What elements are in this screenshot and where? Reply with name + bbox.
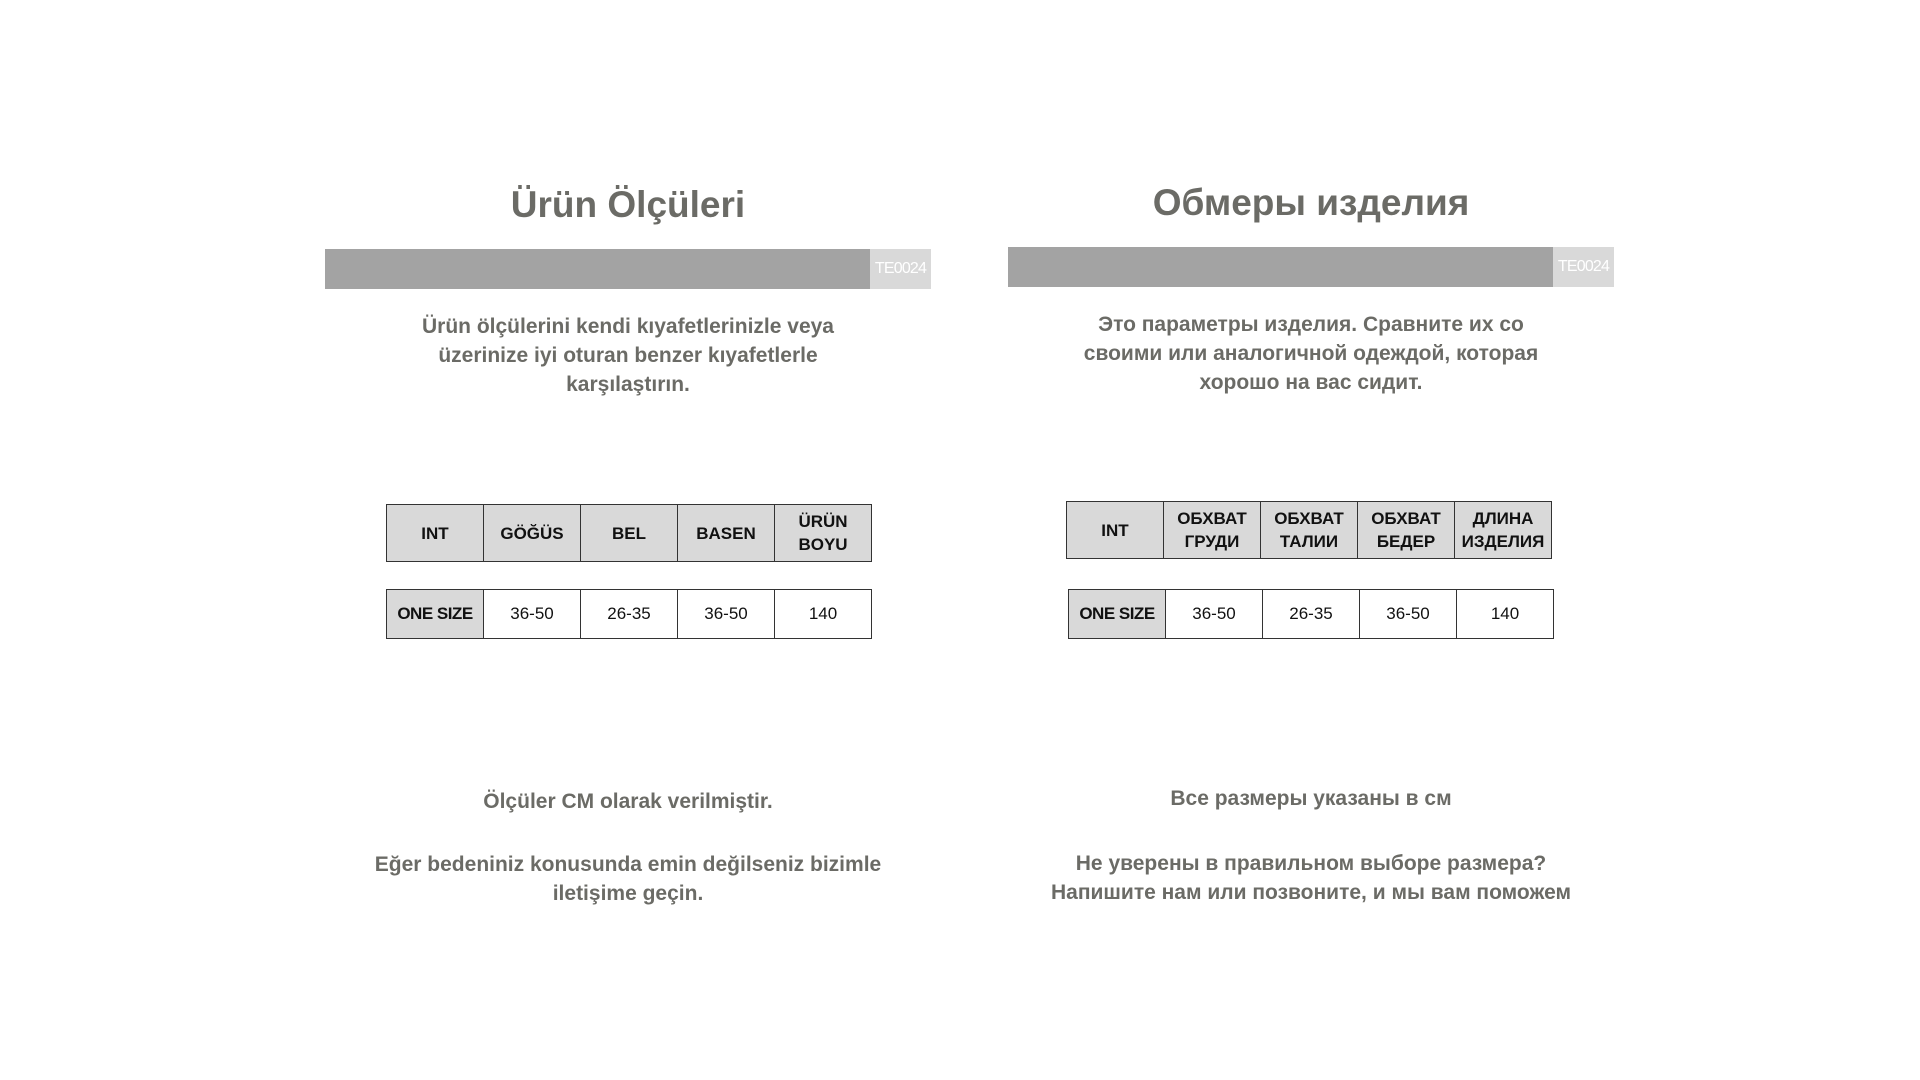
header-cell-length: ДЛИНА ИЗДЕЛИЯ [1455, 502, 1552, 559]
size-table-header [386, 504, 872, 562]
header-cell-length: ÜRÜN BOYU [775, 505, 872, 562]
contact-note: Eğer bedeniniz konusunda emin değilseniz bizimle iletişime geçin. [374, 853, 882, 905]
intro-text: Ürün ölçülerini kendi kıyafetlerinizle veya üzerinize iyi oturan benzer kıyafetlerle karşılaştırın. [422, 315, 834, 396]
product-code: TE0024 [870, 249, 931, 289]
contact-note-line2: Напишите нам или позвоните, и мы вам поможем [1050, 881, 1572, 904]
size-cell-chest: 36-50 [1166, 590, 1263, 639]
size-panel-russian [1008, 0, 1614, 1080]
header-cell-waist: BEL [581, 505, 678, 562]
page-title: Ürün Ölçüleri [510, 184, 746, 225]
table-header-row [1067, 502, 1552, 559]
size-cell-waist: 26-35 [581, 590, 678, 639]
table-row [1069, 590, 1554, 639]
size-cell-int: ONE SIZE [1069, 590, 1166, 639]
table-row [387, 590, 872, 639]
size-cell-waist: 26-35 [1263, 590, 1360, 639]
size-cell-hips: 36-50 [1360, 590, 1457, 639]
size-cell-chest: 36-50 [484, 590, 581, 639]
header-cell-int: INT [387, 505, 484, 562]
header-cell-hips: BASEN [678, 505, 775, 562]
size-cell-hips: 36-50 [678, 590, 775, 639]
units-note: Все размеры указаны в см [1170, 787, 1452, 810]
header-cell-chest: ОБХВАТ ГРУДИ [1164, 502, 1261, 559]
intro-text: Это параметры изделия. Сравните их со своими или аналогичной одеждой, которая хорошо на вас сидит. [1083, 313, 1539, 394]
size-table-header [1066, 501, 1552, 559]
contact-note-line1: Не уверены в правильном выборе размера? [1075, 852, 1547, 875]
table-header-row [387, 505, 872, 562]
header-cell-chest: GÖĞÜS [484, 505, 581, 562]
header-cell-int: INT [1067, 502, 1164, 559]
units-note: Ölçüler CM olarak verilmiştir. [483, 790, 773, 813]
size-cell-length: 140 [1457, 590, 1554, 639]
size-table-row [1068, 589, 1554, 639]
size-table-row [386, 589, 872, 639]
contact-note [1028, 849, 1594, 907]
size-cell-int: ONE SIZE [387, 590, 484, 639]
size-cell-length: 140 [775, 590, 872, 639]
product-code: TE0024 [1553, 247, 1614, 287]
header-cell-waist: ОБХВАТ ТАЛИИ [1261, 502, 1358, 559]
header-cell-hips: ОБХВАТ БЕДЕР [1358, 502, 1455, 559]
product-code-bar [1008, 247, 1614, 287]
product-code-bar [325, 249, 931, 289]
page-title: Обмеры изделия [1152, 182, 1470, 223]
size-panel-turkish [325, 0, 931, 1080]
